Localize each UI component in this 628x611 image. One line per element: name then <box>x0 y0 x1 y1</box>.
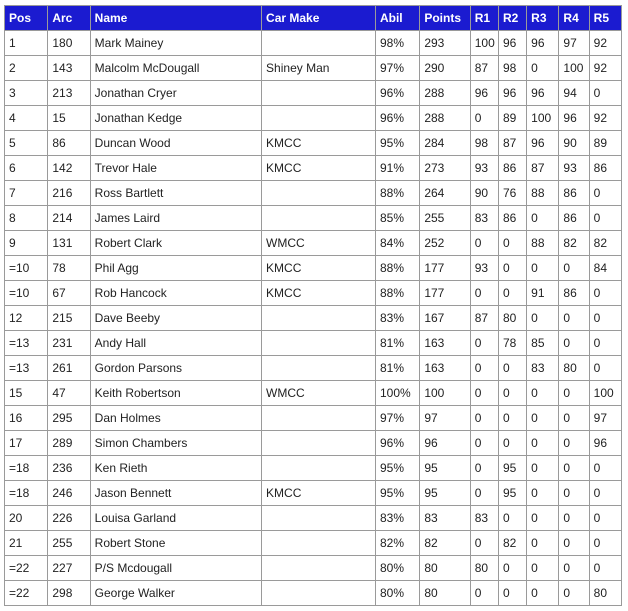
table-row <box>5 106 622 131</box>
table-row <box>5 581 622 606</box>
pos-cell: 2 <box>5 56 48 81</box>
points-cell: 96 <box>420 431 470 456</box>
r5-cell: 0 <box>589 331 621 356</box>
arc-cell: 231 <box>48 331 90 356</box>
r3-cell: 96 <box>527 31 559 56</box>
r3-cell: 0 <box>527 456 559 481</box>
name-cell: Phil Agg <box>90 256 261 281</box>
r4-cell: 86 <box>559 181 589 206</box>
table-row <box>5 531 622 556</box>
r2-cell: 0 <box>498 381 526 406</box>
r4-cell: 0 <box>559 406 589 431</box>
r3-cell: 0 <box>527 256 559 281</box>
name-cell: James Laird <box>90 206 261 231</box>
points-cell: 163 <box>420 331 470 356</box>
header-points: Points <box>420 6 470 31</box>
r1-cell: 0 <box>470 406 498 431</box>
points-cell: 100 <box>420 381 470 406</box>
r4-cell: 0 <box>559 531 589 556</box>
pos-cell: 7 <box>5 181 48 206</box>
name-cell: Rob Hancock <box>90 281 261 306</box>
r4-cell: 96 <box>559 106 589 131</box>
car-make-cell: KMCC <box>262 256 376 281</box>
arc-cell: 131 <box>48 231 90 256</box>
r3-cell: 0 <box>527 431 559 456</box>
r1-cell: 0 <box>470 331 498 356</box>
name-cell: Malcolm McDougall <box>90 56 261 81</box>
abil-cell: 98% <box>375 31 419 56</box>
points-cell: 80 <box>420 556 470 581</box>
r3-cell: 0 <box>527 56 559 81</box>
pos-cell: 8 <box>5 206 48 231</box>
points-cell: 177 <box>420 281 470 306</box>
abil-cell: 84% <box>375 231 419 256</box>
r2-cell: 78 <box>498 331 526 356</box>
standings-table <box>4 5 622 606</box>
table-row <box>5 181 622 206</box>
pos-cell: 20 <box>5 506 48 531</box>
r5-cell: 97 <box>589 406 621 431</box>
r4-cell: 0 <box>559 331 589 356</box>
r5-cell: 0 <box>589 456 621 481</box>
name-cell: Louisa Garland <box>90 506 261 531</box>
name-cell: Duncan Wood <box>90 131 261 156</box>
car-make-cell <box>262 556 376 581</box>
r3-cell: 0 <box>527 481 559 506</box>
r5-cell: 0 <box>589 281 621 306</box>
name-cell: Robert Clark <box>90 231 261 256</box>
points-cell: 273 <box>420 156 470 181</box>
r1-cell: 0 <box>470 481 498 506</box>
r1-cell: 90 <box>470 181 498 206</box>
car-make-cell: KMCC <box>262 481 376 506</box>
abil-cell: 96% <box>375 106 419 131</box>
table-row <box>5 231 622 256</box>
r2-cell: 0 <box>498 556 526 581</box>
pos-cell: =13 <box>5 356 48 381</box>
header-arc: Arc <box>48 6 90 31</box>
r4-cell: 94 <box>559 81 589 106</box>
name-cell: Simon Chambers <box>90 431 261 456</box>
abil-cell: 81% <box>375 356 419 381</box>
arc-cell: 246 <box>48 481 90 506</box>
header-abil: Abil <box>375 6 419 31</box>
pos-cell: 1 <box>5 31 48 56</box>
r1-cell: 0 <box>470 456 498 481</box>
r1-cell: 93 <box>470 256 498 281</box>
points-cell: 252 <box>420 231 470 256</box>
name-cell: Keith Robertson <box>90 381 261 406</box>
arc-cell: 15 <box>48 106 90 131</box>
pos-cell: =10 <box>5 281 48 306</box>
arc-cell: 142 <box>48 156 90 181</box>
r5-cell: 0 <box>589 481 621 506</box>
table-row <box>5 556 622 581</box>
arc-cell: 236 <box>48 456 90 481</box>
r2-cell: 0 <box>498 581 526 606</box>
abil-cell: 97% <box>375 56 419 81</box>
r3-cell: 85 <box>527 331 559 356</box>
table-row <box>5 381 622 406</box>
r2-cell: 95 <box>498 481 526 506</box>
r4-cell: 80 <box>559 356 589 381</box>
car-make-cell <box>262 581 376 606</box>
pos-cell: =22 <box>5 556 48 581</box>
r4-cell: 0 <box>559 581 589 606</box>
arc-cell: 67 <box>48 281 90 306</box>
r4-cell: 86 <box>559 206 589 231</box>
pos-cell: 15 <box>5 381 48 406</box>
points-cell: 97 <box>420 406 470 431</box>
table-row <box>5 156 622 181</box>
r3-cell: 96 <box>527 81 559 106</box>
points-cell: 264 <box>420 181 470 206</box>
points-cell: 80 <box>420 581 470 606</box>
abil-cell: 83% <box>375 506 419 531</box>
r4-cell: 90 <box>559 131 589 156</box>
pos-cell: =18 <box>5 481 48 506</box>
r3-cell: 96 <box>527 131 559 156</box>
arc-cell: 215 <box>48 306 90 331</box>
car-make-cell <box>262 81 376 106</box>
name-cell: Mark Mainey <box>90 31 261 56</box>
car-make-cell <box>262 331 376 356</box>
abil-cell: 95% <box>375 456 419 481</box>
table-row <box>5 506 622 531</box>
points-cell: 288 <box>420 81 470 106</box>
pos-cell: 5 <box>5 131 48 156</box>
r5-cell: 89 <box>589 131 621 156</box>
r2-cell: 0 <box>498 506 526 531</box>
table-row <box>5 481 622 506</box>
r1-cell: 0 <box>470 231 498 256</box>
table-row <box>5 131 622 156</box>
r5-cell: 0 <box>589 81 621 106</box>
r4-cell: 0 <box>559 556 589 581</box>
abil-cell: 96% <box>375 431 419 456</box>
car-make-cell <box>262 506 376 531</box>
name-cell: Andy Hall <box>90 331 261 356</box>
points-cell: 82 <box>420 531 470 556</box>
name-cell: Dave Beeby <box>90 306 261 331</box>
r4-cell: 0 <box>559 256 589 281</box>
table-row <box>5 406 622 431</box>
car-make-cell <box>262 456 376 481</box>
abil-cell: 95% <box>375 481 419 506</box>
table-body <box>5 31 622 606</box>
table-row <box>5 356 622 381</box>
points-cell: 293 <box>420 31 470 56</box>
table-row <box>5 456 622 481</box>
name-cell: Ken Rieth <box>90 456 261 481</box>
r1-cell: 0 <box>470 381 498 406</box>
r3-cell: 0 <box>527 581 559 606</box>
table-row <box>5 281 622 306</box>
table-row <box>5 81 622 106</box>
name-cell: Trevor Hale <box>90 156 261 181</box>
table-row <box>5 331 622 356</box>
name-cell: George Walker <box>90 581 261 606</box>
car-make-cell <box>262 356 376 381</box>
name-cell: Jonathan Cryer <box>90 81 261 106</box>
header-pos: Pos <box>5 6 48 31</box>
r5-cell: 80 <box>589 581 621 606</box>
r1-cell: 83 <box>470 206 498 231</box>
arc-cell: 227 <box>48 556 90 581</box>
pos-cell: 3 <box>5 81 48 106</box>
table-header <box>5 6 622 31</box>
r5-cell: 96 <box>589 431 621 456</box>
abil-cell: 97% <box>375 406 419 431</box>
table-row <box>5 206 622 231</box>
r5-cell: 84 <box>589 256 621 281</box>
arc-cell: 78 <box>48 256 90 281</box>
pos-cell: 4 <box>5 106 48 131</box>
r3-cell: 0 <box>527 531 559 556</box>
abil-cell: 100% <box>375 381 419 406</box>
r1-cell: 96 <box>470 81 498 106</box>
r5-cell: 0 <box>589 531 621 556</box>
name-cell: Gordon Parsons <box>90 356 261 381</box>
car-make-cell <box>262 181 376 206</box>
r4-cell: 0 <box>559 306 589 331</box>
arc-cell: 47 <box>48 381 90 406</box>
r2-cell: 86 <box>498 156 526 181</box>
arc-cell: 255 <box>48 531 90 556</box>
abil-cell: 85% <box>375 206 419 231</box>
r5-cell: 92 <box>589 31 621 56</box>
r1-cell: 80 <box>470 556 498 581</box>
header-r2: R2 <box>498 6 526 31</box>
points-cell: 290 <box>420 56 470 81</box>
pos-cell: =18 <box>5 456 48 481</box>
r1-cell: 0 <box>470 581 498 606</box>
arc-cell: 180 <box>48 31 90 56</box>
header-r5: R5 <box>589 6 621 31</box>
r1-cell: 98 <box>470 131 498 156</box>
points-cell: 83 <box>420 506 470 531</box>
r1-cell: 0 <box>470 281 498 306</box>
r3-cell: 100 <box>527 106 559 131</box>
header-row <box>5 6 622 31</box>
r5-cell: 92 <box>589 56 621 81</box>
abil-cell: 95% <box>375 131 419 156</box>
r2-cell: 0 <box>498 431 526 456</box>
r4-cell: 93 <box>559 156 589 181</box>
r1-cell: 0 <box>470 356 498 381</box>
r4-cell: 86 <box>559 281 589 306</box>
name-cell: Dan Holmes <box>90 406 261 431</box>
arc-cell: 143 <box>48 56 90 81</box>
r1-cell: 0 <box>470 431 498 456</box>
car-make-cell <box>262 306 376 331</box>
arc-cell: 86 <box>48 131 90 156</box>
r2-cell: 96 <box>498 81 526 106</box>
r5-cell: 0 <box>589 181 621 206</box>
car-make-cell <box>262 31 376 56</box>
r2-cell: 82 <box>498 531 526 556</box>
r1-cell: 0 <box>470 531 498 556</box>
abil-cell: 80% <box>375 556 419 581</box>
r5-cell: 100 <box>589 381 621 406</box>
r2-cell: 0 <box>498 231 526 256</box>
arc-cell: 261 <box>48 356 90 381</box>
r2-cell: 76 <box>498 181 526 206</box>
r1-cell: 100 <box>470 31 498 56</box>
r4-cell: 0 <box>559 506 589 531</box>
arc-cell: 216 <box>48 181 90 206</box>
r1-cell: 0 <box>470 106 498 131</box>
abil-cell: 88% <box>375 281 419 306</box>
name-cell: Ross Bartlett <box>90 181 261 206</box>
r4-cell: 82 <box>559 231 589 256</box>
arc-cell: 213 <box>48 81 90 106</box>
car-make-cell <box>262 431 376 456</box>
r3-cell: 88 <box>527 181 559 206</box>
r5-cell: 82 <box>589 231 621 256</box>
r3-cell: 88 <box>527 231 559 256</box>
r3-cell: 0 <box>527 406 559 431</box>
points-cell: 255 <box>420 206 470 231</box>
car-make-cell <box>262 406 376 431</box>
points-cell: 288 <box>420 106 470 131</box>
r5-cell: 92 <box>589 106 621 131</box>
r2-cell: 86 <box>498 206 526 231</box>
table-row <box>5 256 622 281</box>
r4-cell: 0 <box>559 381 589 406</box>
points-cell: 177 <box>420 256 470 281</box>
header-name: Name <box>90 6 261 31</box>
r3-cell: 83 <box>527 356 559 381</box>
r2-cell: 0 <box>498 281 526 306</box>
name-cell: P/S Mcdougall <box>90 556 261 581</box>
name-cell: Robert Stone <box>90 531 261 556</box>
r2-cell: 0 <box>498 256 526 281</box>
car-make-cell: WMCC <box>262 381 376 406</box>
pos-cell: 16 <box>5 406 48 431</box>
r3-cell: 87 <box>527 156 559 181</box>
r4-cell: 0 <box>559 481 589 506</box>
car-make-cell: KMCC <box>262 156 376 181</box>
car-make-cell: KMCC <box>262 131 376 156</box>
pos-cell: =22 <box>5 581 48 606</box>
r1-cell: 93 <box>470 156 498 181</box>
r3-cell: 0 <box>527 206 559 231</box>
car-make-cell: WMCC <box>262 231 376 256</box>
pos-cell: 21 <box>5 531 48 556</box>
r1-cell: 87 <box>470 56 498 81</box>
table-row <box>5 431 622 456</box>
points-cell: 167 <box>420 306 470 331</box>
r2-cell: 95 <box>498 456 526 481</box>
r3-cell: 91 <box>527 281 559 306</box>
r3-cell: 0 <box>527 506 559 531</box>
r5-cell: 0 <box>589 356 621 381</box>
pos-cell: =13 <box>5 331 48 356</box>
pos-cell: 6 <box>5 156 48 181</box>
r4-cell: 100 <box>559 56 589 81</box>
r2-cell: 87 <box>498 131 526 156</box>
r1-cell: 87 <box>470 306 498 331</box>
header-r4: R4 <box>559 6 589 31</box>
pos-cell: 17 <box>5 431 48 456</box>
r4-cell: 0 <box>559 456 589 481</box>
car-make-cell: Shiney Man <box>262 56 376 81</box>
r2-cell: 98 <box>498 56 526 81</box>
name-cell: Jonathan Kedge <box>90 106 261 131</box>
r1-cell: 83 <box>470 506 498 531</box>
r2-cell: 96 <box>498 31 526 56</box>
r5-cell: 0 <box>589 306 621 331</box>
abil-cell: 81% <box>375 331 419 356</box>
pos-cell: 9 <box>5 231 48 256</box>
table-row <box>5 56 622 81</box>
pos-cell: 12 <box>5 306 48 331</box>
points-cell: 95 <box>420 456 470 481</box>
car-make-cell <box>262 531 376 556</box>
abil-cell: 88% <box>375 181 419 206</box>
arc-cell: 295 <box>48 406 90 431</box>
r4-cell: 0 <box>559 431 589 456</box>
r3-cell: 0 <box>527 306 559 331</box>
abil-cell: 80% <box>375 581 419 606</box>
r5-cell: 0 <box>589 556 621 581</box>
r5-cell: 86 <box>589 156 621 181</box>
car-make-cell: KMCC <box>262 281 376 306</box>
r2-cell: 89 <box>498 106 526 131</box>
arc-cell: 226 <box>48 506 90 531</box>
abil-cell: 83% <box>375 306 419 331</box>
abil-cell: 96% <box>375 81 419 106</box>
header-r1: R1 <box>470 6 498 31</box>
r2-cell: 0 <box>498 356 526 381</box>
points-cell: 163 <box>420 356 470 381</box>
points-cell: 284 <box>420 131 470 156</box>
r3-cell: 0 <box>527 556 559 581</box>
name-cell: Jason Bennett <box>90 481 261 506</box>
car-make-cell <box>262 206 376 231</box>
abil-cell: 82% <box>375 531 419 556</box>
abil-cell: 91% <box>375 156 419 181</box>
r4-cell: 97 <box>559 31 589 56</box>
r3-cell: 0 <box>527 381 559 406</box>
car-make-cell <box>262 106 376 131</box>
header-r3: R3 <box>527 6 559 31</box>
table-row <box>5 31 622 56</box>
points-cell: 95 <box>420 481 470 506</box>
r5-cell: 0 <box>589 206 621 231</box>
abil-cell: 88% <box>375 256 419 281</box>
r5-cell: 0 <box>589 506 621 531</box>
r2-cell: 0 <box>498 406 526 431</box>
table-row <box>5 306 622 331</box>
arc-cell: 298 <box>48 581 90 606</box>
pos-cell: =10 <box>5 256 48 281</box>
arc-cell: 214 <box>48 206 90 231</box>
header-car-make: Car Make <box>262 6 376 31</box>
r2-cell: 80 <box>498 306 526 331</box>
arc-cell: 289 <box>48 431 90 456</box>
